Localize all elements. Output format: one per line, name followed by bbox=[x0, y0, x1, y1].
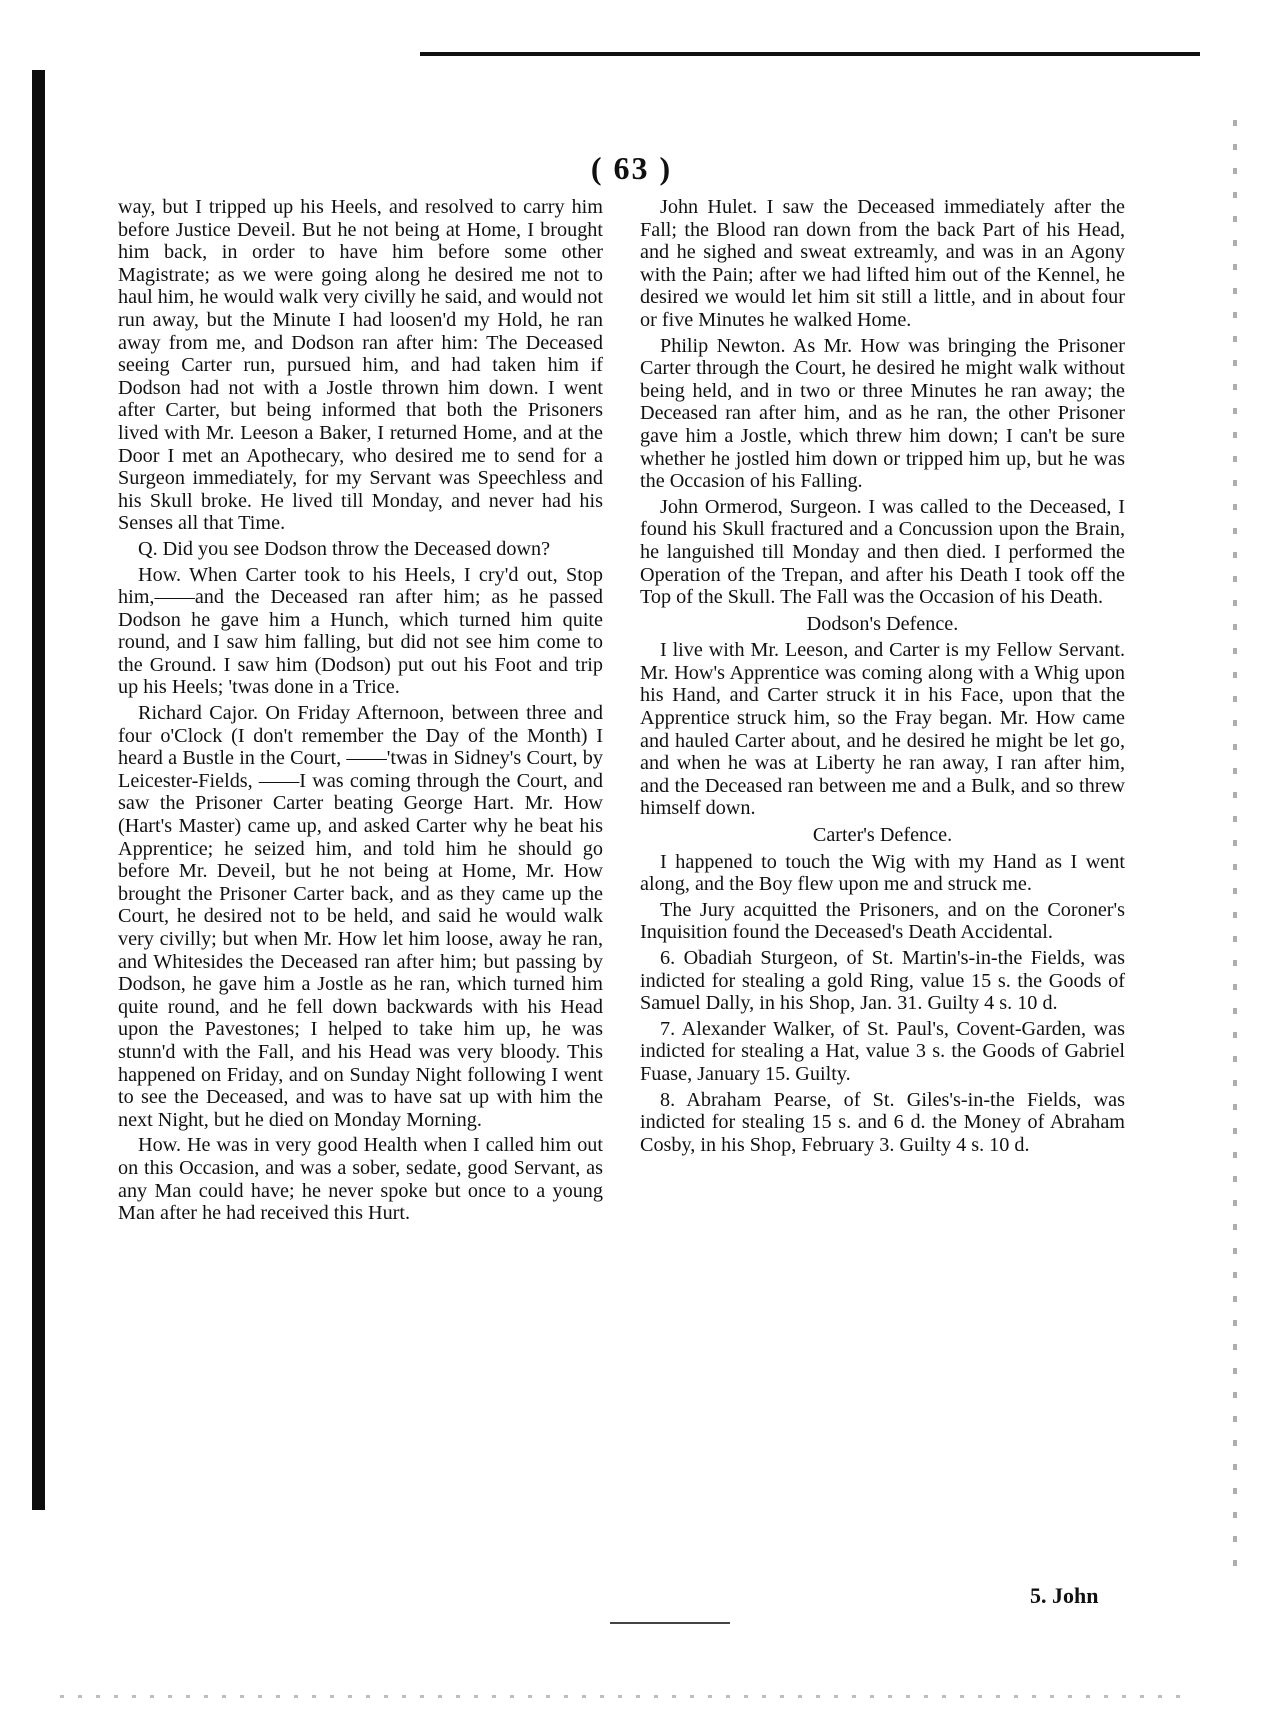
paragraph: Richard Cajor. On Friday Afternoon, between three and four o'Clock (I don't remember the Day of the Month) I heard a Bustle in the Court, ——'twas in Sidney's Court, by Leicester-Fields, ——I was coming through the Court, and saw the Prisoner Carter beating George Hart. Mr. How (Hart's Master) came up, and asked Carter why he beat his Apprentice; he seized him, and told him he should go before Mr. Deveil, but he not being at Home, Mr. How brought the Prisoner Carter back, and as they came up the Court, he desired not to be held, and said he would walk very civilly; but when Mr. How let him loose, away he ran, and Whitesides the Deceased ran after him; but passing by Dodson, he gave him a Jostle as he ran, which turned him quite round, and he fell down backwards with his Head upon the Pavestones; I helped to take him up, he was stunn'd with the Fall, and his Head was very bloody. This happened on Friday, and on Sunday Night following I went to see the Deceased, and was to have sat up with him the next Night, but he died on Monday Morning. bbox=[118, 702, 603, 1131]
section-heading: Dodson's Defence. bbox=[806, 612, 959, 635]
paragraph: John Hulet. I saw the Deceased immediately after the Fall; the Blood ran down from the back Part of his Head, and he sighed and sweat extreamly, and was in an Agony with the Pain; after we had lifted him out of the Kennel, he desired we would let him sit still a little, and in about four or five Minutes he walked Home. bbox=[640, 196, 1125, 331]
paragraph: How. When Carter took to his Heels, I cry'd out, Stop him,——and the Deceased ran after him; as he passed Dodson he gave him a Hunch, which turned him quite round, and I saw him falling, but did not see him come to the Ground. I saw him (Dodson) put out his Foot and trip up his Heels; 'twas done in a Trice. bbox=[118, 563, 603, 699]
top-rule bbox=[420, 52, 1200, 56]
paragraph: I happened to touch the Wig with my Hand as I went along, and the Boy flew upon me and struck me. bbox=[640, 850, 1125, 896]
paragraph: 8. Abraham Pearse, of St. Giles's-in-the Fields, was indicted for stealing 15 s. and 6 d. the Money of Abraham Cosby, in his Shop, February 3. Guilty 4 s. 10 d. bbox=[640, 1088, 1125, 1156]
section-heading: Carter's Defence. bbox=[812, 824, 953, 847]
scan-noise-right bbox=[1233, 120, 1237, 1570]
paragraph: How. He was in very good Health when I called him out on this Occasion, and was a sober, sedate, good Servant, as any Man could have; he never spoke but once to a young Man after he had received this Hurt. bbox=[118, 1134, 603, 1225]
page-number: ( 63 ) bbox=[590, 150, 673, 186]
right-column bbox=[640, 196, 1125, 1159]
paragraph: Philip Newton. As Mr. How was bringing the Prisoner Carter through the Court, he desired he might walk without being held, and in two or three Minutes he ran away; the Deceased ran after him, and as he ran, the other Prisoner gave him a Jostle, which threw him down; I can't be sure whether he jostled him down or tripped him up, but he was the Occasion of his Falling. bbox=[640, 334, 1125, 493]
bottom-rule bbox=[610, 1622, 730, 1624]
scan-noise-bottom bbox=[60, 1695, 1180, 1698]
paragraph: Q. Did you see Dodson throw the Deceased down? bbox=[138, 537, 551, 560]
page-edge-shadow bbox=[32, 70, 45, 1510]
paragraph: 6. Obadiah Sturgeon, of St. Martin's-in-the Fields, was indicted for stealing a gold Ring, value 15 s. the Goods of Samuel Dally, in his Shop, Jan. 31. Guilty 4 s. 10 d. bbox=[640, 947, 1125, 1015]
paragraph: way, but I tripped up his Heels, and resolved to carry him before Justice Deveil. But he not being at Home, I brought him back, in order to have him before some other Magistrate; as we were going along he desired me not to haul him, he would walk very civilly he said, and would not run away, but the Minute I had loosen'd my Hold, he ran away from me, and Dodson ran after him: The Deceased seeing Carter run, pursued him, and had taken him if Dodson had not with a Jostle thrown him down. I went after Carter, but being informed that both the Prisoners lived with Mr. Leeson a Baker, I returned Home, and at the Door I met an Apothecary, who desired me to send for a Surgeon immediately, for my Servant was Speechless and his Skull broke. He lived till Monday, and never had his Senses all that Time. bbox=[118, 196, 603, 535]
left-column bbox=[118, 196, 603, 1228]
paragraph: 7. Alexander Walker, of St. Paul's, Covent-Garden, was indicted for stealing a Hat, value 3 s. the Goods of Gabriel Fuase, January 15. Guilty. bbox=[640, 1017, 1125, 1085]
paragraph: John Ormerod, Surgeon. I was called to the Deceased, I found his Skull fractured and a Concussion upon the Brain, he languished till Monday and then died. I performed the Operation of the Trepan, and after his Death I took off the Top of the Skull. The Fall was the Occasion of his Death. bbox=[640, 495, 1125, 609]
paragraph: The Jury acquitted the Prisoners, and on the Coroner's Inquisition found the Deceased's Death Accidental. bbox=[640, 898, 1125, 944]
paragraph: I live with Mr. Leeson, and Carter is my Fellow Servant. Mr. How's Apprentice was coming along with a Whig upon his Hand, and Carter struck it in his Face, upon that the Apprentice struck him, so the Fray began. Mr. How came and hauled Carter about, and he desired he might be let go, and when he was at Liberty he ran away, I ran after him, and the Deceased ran between me and a Bulk, and so threw himself down. bbox=[640, 639, 1125, 820]
catchword: 5. John bbox=[1030, 1583, 1099, 1608]
